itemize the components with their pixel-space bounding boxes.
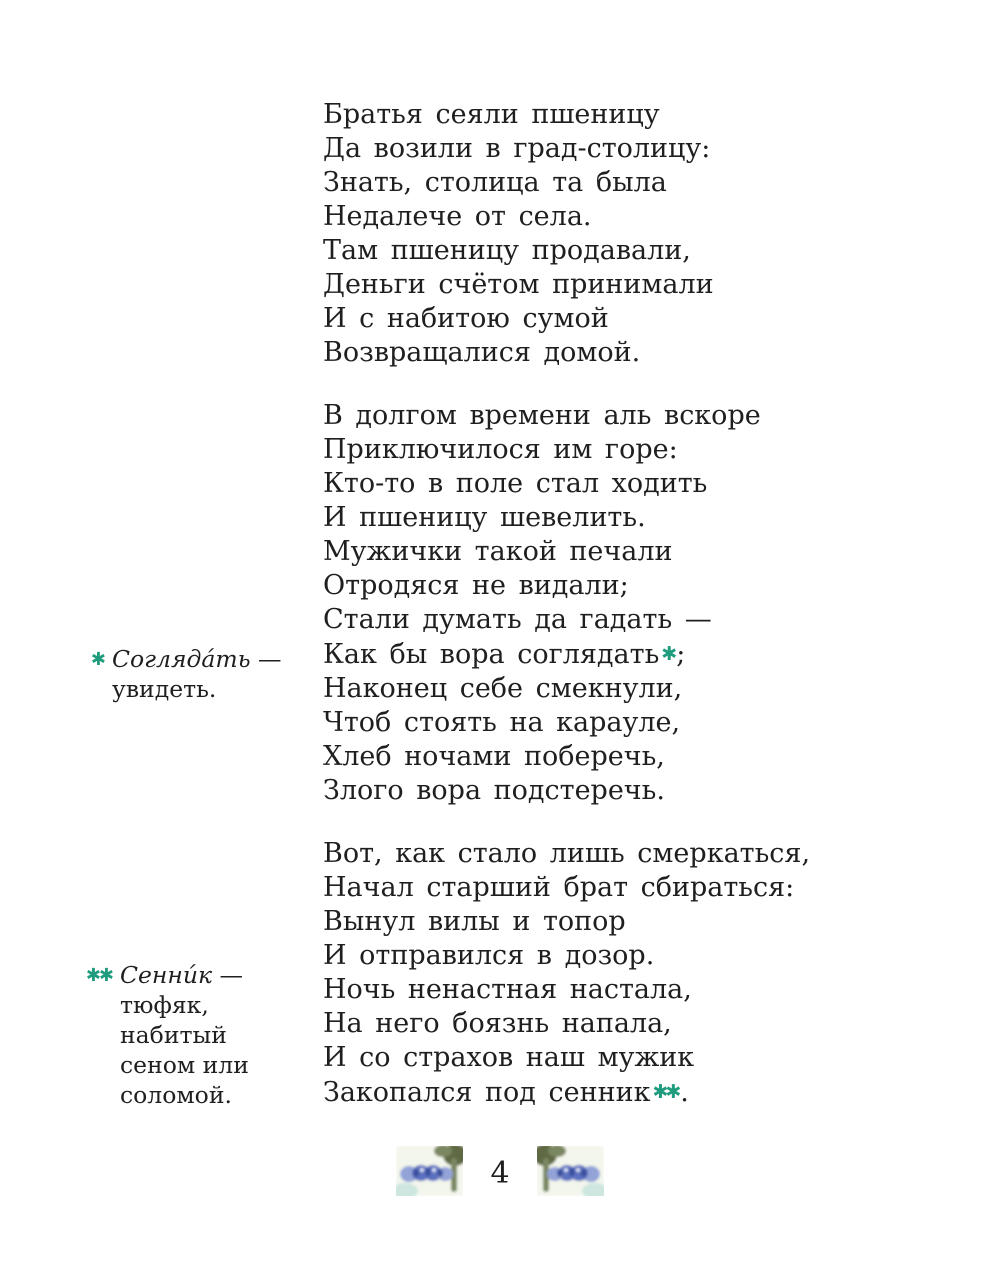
note-definition-line: соломой. — [120, 1081, 232, 1109]
poem-line-text: Вот, как стало лишь смеркаться, — [323, 838, 811, 869]
poem-line-text: Братья сеяли пшеницу — [323, 99, 660, 130]
poem-line-text: Вынул вилы и топор — [323, 906, 626, 937]
poem-line — [323, 569, 810, 603]
poem-line-text: Наконец себе смекнули, — [323, 673, 683, 704]
poem-line-text: Знать, столица та была — [323, 167, 667, 198]
poem-line-text: Приключилося им горе: — [323, 434, 678, 465]
poem-line — [323, 774, 810, 808]
poem-line — [323, 603, 810, 637]
floral-ornament-icon — [396, 1146, 463, 1196]
poem-line — [323, 98, 810, 132]
poem-line — [323, 132, 810, 166]
note-definition-line: сеном или — [120, 1051, 249, 1079]
poem-line-text: Хлеб ночами поберечь, — [323, 741, 665, 772]
poem-line-text: И отправился в дозор. — [323, 940, 655, 971]
margin-note — [90, 644, 282, 704]
poem-line — [323, 166, 810, 200]
poem-line — [323, 1041, 810, 1075]
poem-line-text: В долгом времени аль вскоре — [323, 400, 761, 431]
poem-line-text: И с набитою сумой — [323, 303, 609, 334]
poem-line — [323, 837, 810, 871]
stanza — [323, 399, 810, 808]
stanza — [323, 98, 810, 370]
footnote-marker-icon: ✱✱ — [652, 1081, 679, 1103]
poem-line-text: И пшеницу шевелить. — [323, 502, 646, 533]
margin-note — [85, 960, 249, 1110]
poem-line-text: Возвращалися домой. — [323, 337, 641, 368]
poem-line — [323, 302, 810, 336]
poem-line-text: Отродяся не видали; — [323, 570, 629, 601]
poem-line-text: Закопался под сенник — [323, 1077, 651, 1108]
note-dash: — — [250, 645, 282, 673]
poem-line-text: Как бы вора соглядать — [323, 639, 660, 670]
footnote-marker-icon: ✱✱ — [85, 965, 112, 986]
poem-line-text: Да возили в град-столицу: — [323, 133, 711, 164]
poem-line-punctuation: ; — [676, 639, 686, 670]
poem-line — [323, 501, 810, 535]
note-term-line — [120, 960, 249, 990]
footnote-marker-icon: ✱ — [661, 643, 675, 665]
poem-line-text: Чтоб стоять на карауле, — [323, 707, 681, 738]
stanza — [323, 837, 810, 1110]
poem-line-text: На него боязнь напала, — [323, 1008, 672, 1039]
poem-line — [323, 672, 810, 706]
poem-line-text: Недалече от села. — [323, 201, 592, 232]
page-footer — [0, 1146, 1000, 1196]
poem-line-text: Злого вора подстеречь. — [323, 775, 665, 806]
note-term: Согляда́ть — [112, 645, 251, 673]
poem — [323, 98, 810, 1139]
poem-line — [323, 1007, 810, 1041]
note-term-line — [112, 644, 282, 674]
poem-line — [323, 740, 810, 774]
poem-line — [323, 399, 810, 433]
poem-line — [323, 1075, 810, 1110]
poem-line — [323, 973, 810, 1007]
note-term: Сенни́к — [120, 961, 213, 989]
footnote-marker-icon: ✱ — [90, 649, 104, 670]
note-dash: — — [212, 961, 243, 989]
poem-line — [323, 268, 810, 302]
poem-line — [323, 706, 810, 740]
poem-line-text: Кто-то в поле стал ходить — [323, 468, 708, 499]
poem-line-text: Стали думать да гадать — — [323, 604, 712, 635]
poem-line-text: Мужички такой печали — [323, 536, 673, 567]
poem-line — [323, 467, 810, 501]
note-definition-line: тюфяк, — [120, 991, 209, 1019]
poem-line-punctuation: . — [680, 1077, 689, 1108]
floral-ornament-icon — [537, 1146, 604, 1196]
note-definition-line: набитый — [120, 1021, 227, 1049]
poem-line — [323, 905, 810, 939]
poem-line — [323, 871, 810, 905]
poem-line — [323, 535, 810, 569]
poem-line-text: Начал старший брат сбираться: — [323, 872, 795, 903]
page-number: 4 — [490, 1156, 510, 1191]
poem-line — [323, 200, 810, 234]
poem-line — [323, 336, 810, 370]
note-definition-line: увидеть. — [112, 675, 217, 703]
poem-line — [323, 637, 810, 672]
poem-line-text: И со страхов наш мужик — [323, 1042, 695, 1073]
poem-line — [323, 234, 810, 268]
poem-line — [323, 939, 810, 973]
poem-line-text: Деньги счётом принимали — [323, 269, 714, 300]
poem-line — [323, 433, 810, 467]
poem-line-text: Там пшеницу продавали, — [323, 235, 691, 266]
poem-line-text: Ночь ненастная настала, — [323, 974, 692, 1005]
